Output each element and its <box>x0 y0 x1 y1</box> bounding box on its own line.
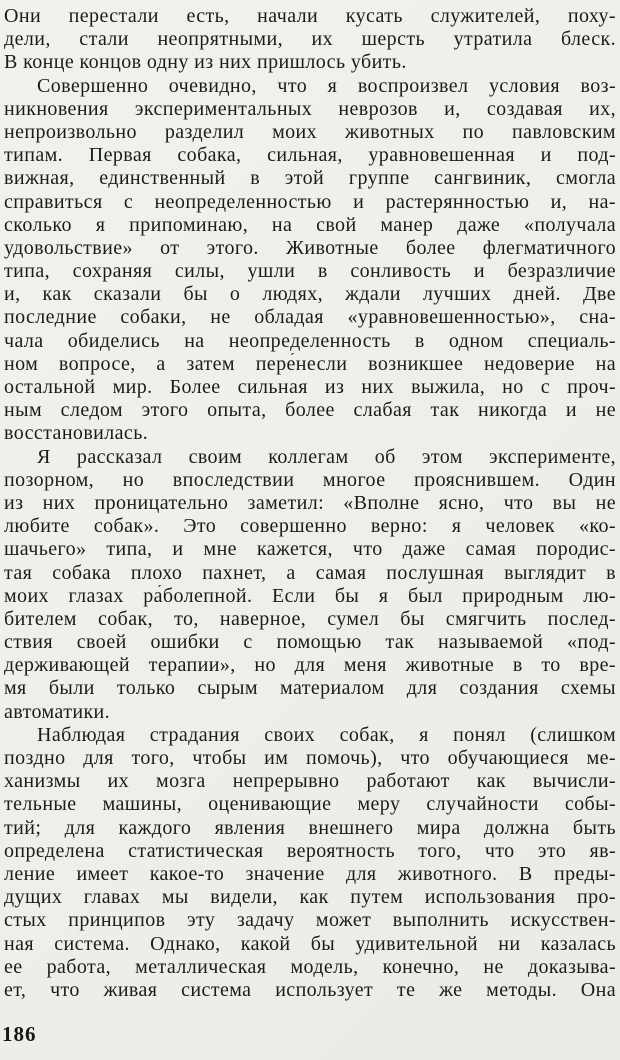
text-line: ее работа, металлическая модель, конечно, не доказыва- <box>4 955 616 978</box>
text-line: восстановилась. <box>4 422 149 445</box>
text-line: остальной мир. Более сильная из них выжила, но с проч- <box>4 376 616 398</box>
text-line: автоматики. <box>4 700 111 723</box>
text-line: дели, стали неопрятными, их шерсть утратила блеск. <box>4 28 616 51</box>
text-line: Они перестали есть, начали кусать служителей, поху- <box>4 5 616 27</box>
text-line: тельные машины, оценивающие меру случайности собы- <box>4 793 616 816</box>
text-line: ханизмы их мозга непрерывно работают как вычисли- <box>4 770 616 793</box>
paragraph <box>4 5 616 75</box>
text-line: вижная, единственный в этой группе сангвиник, смогла <box>4 167 616 190</box>
text-line: держивающей терапии», но для меня животные в то вре- <box>4 654 616 677</box>
text-line: стых принципов эту задачу может выполнить искусствен- <box>4 909 616 932</box>
text-line: дущих главах мы видели, как путем использования про- <box>4 886 616 909</box>
text-line: и, как сказали бы о людях, ждали лучших дней. Две <box>4 283 616 306</box>
text-line: Совершенно очевидно, что я воспроизвел условия воз- <box>37 74 616 97</box>
text-line: типа, сохраняя силы, ушли в сонливость и безразличие <box>4 260 616 283</box>
text-line: ствия своей ошибки с помощью так называемой «под- <box>4 631 616 654</box>
text-line: ная система. Однако, какой бы удивительной ни казалась <box>4 932 616 955</box>
text-line: моих глазах ра́болепной. Если бы я был природным лю- <box>4 584 616 607</box>
text-line: последние собаки, не обладая «уравновешенностью», сна- <box>4 306 616 329</box>
text-line: мя были только сырым материалом для создания схемы <box>4 677 616 700</box>
text-line: тая собака плохо пахнет, а самая послушная выглядит в <box>4 561 616 584</box>
text-line: типам. Первая собака, сильная, уравновешенная и под- <box>4 144 616 167</box>
text-line: ным следом этого опыта, более слабая так никогда и не <box>4 399 616 422</box>
text-line: ет, что живая система использует те же методы. Она <box>4 978 616 1001</box>
text-line: определена статистическая вероятность того, что это яв- <box>4 839 616 862</box>
text-line: Я рассказал своим коллегам об этом эксперименте, <box>37 445 616 468</box>
paragraph <box>4 75 616 446</box>
text-line: справиться с неопределенностью и растерянностью и, на- <box>4 190 616 213</box>
text-line: сколько я припоминаю, на свой манер даже «получала <box>4 213 616 236</box>
text-line: удовольствие» от этого. Животные более флегматичного <box>4 236 616 259</box>
text-line: бителем собак, то, наверное, сумел бы смягчить послед- <box>4 607 616 630</box>
page-number: 186 <box>2 1022 37 1046</box>
text-line: Наблюдая страдания своих собак, я понял (слишком <box>37 723 616 746</box>
text-line: чала обиделись на неопределенность в одном специаль- <box>4 329 616 352</box>
text-line: позорном, но впоследствии многое прояснившем. Один <box>4 468 616 491</box>
text-line: любите собак». Это совершенно верно: я человек «ко- <box>4 515 616 538</box>
paragraph <box>4 446 616 724</box>
paragraph <box>4 724 616 1002</box>
text-line: поздно для того, чтобы им помочь), что обучающиеся ме- <box>4 747 616 769</box>
text-line: из них проницательно заметил: «Вполне ясно, что вы не <box>4 491 616 514</box>
text-line: никновения экспериментальных неврозов и, создавая их, <box>4 97 616 120</box>
text-line: ном вопросе, а затем пере́несли возникшее недоверие на <box>4 352 616 375</box>
text-line: ление имеет какое-то значение для животного. В преды- <box>4 862 616 885</box>
text-line: тий; для каждого явления внешнего мира должна быть <box>4 816 616 839</box>
text-line: В конце концов одну из них пришлось убить. <box>4 51 407 74</box>
text-line: шачьего» типа, и мне кажется, что даже самая породис- <box>4 538 616 561</box>
text-line: непроизвольно разделил моих животных по павловским <box>4 120 616 143</box>
